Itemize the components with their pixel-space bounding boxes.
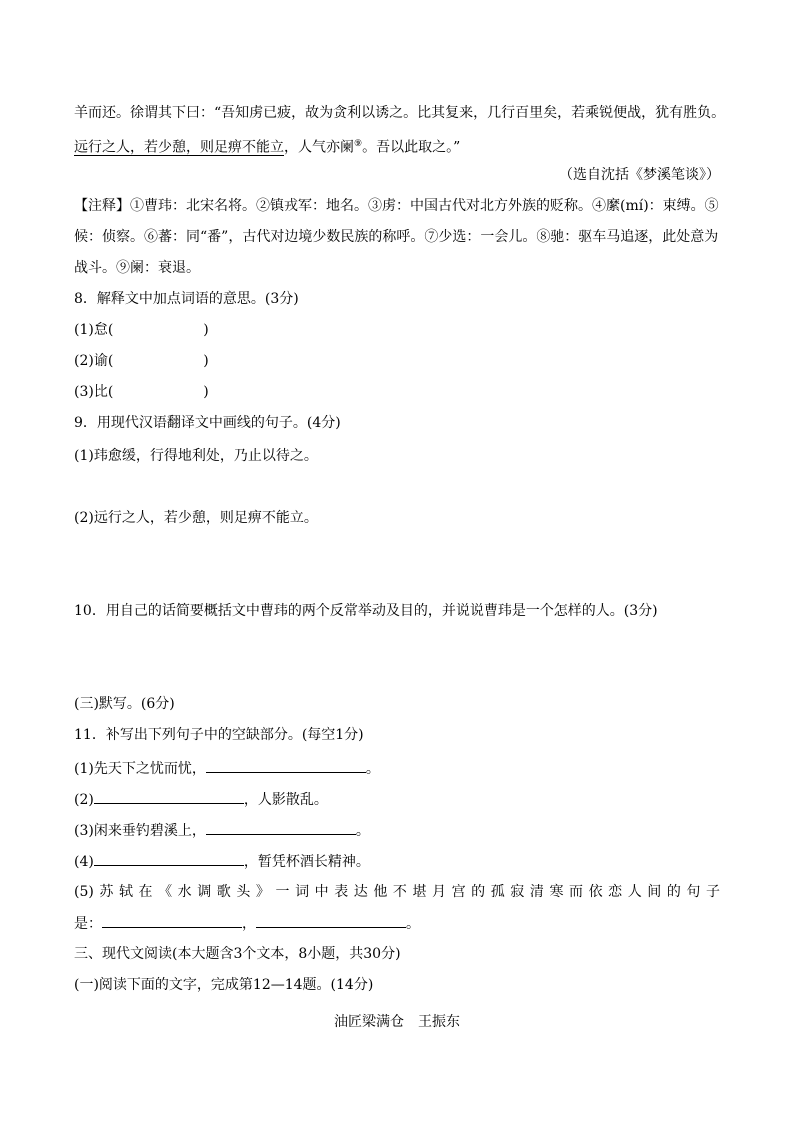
passage-line-2-end: 。吾以此取之。” (362, 139, 461, 156)
q9-sentence-2: (2)远行之人，若少憩，则足痹不能立。 (74, 510, 318, 526)
part-3-subtitle: (一)阅读下面的文字，完成第12—14题。(14分) (74, 977, 374, 993)
passage-line-2 (74, 134, 460, 158)
passage-line-2-rest: ，人气亦阑 (284, 139, 354, 156)
q11-blank-5[interactable] (102, 913, 242, 928)
section-3-title: (三)默写。(6分) (74, 696, 175, 712)
footnote-mark: ⑨ (354, 139, 363, 149)
q11-item-4 (74, 851, 370, 872)
q11-blank-3[interactable] (206, 820, 356, 835)
q8-item-1-label: (1)怠( (74, 322, 114, 338)
q8-item-3-close: ) (203, 384, 209, 400)
q8-title: 8．解释文中加点词语的意思。(3分) (74, 291, 299, 307)
q11-item-5-pre: 是： (74, 916, 102, 932)
q11-item-5-line-2 (74, 913, 420, 934)
q11-blank-2[interactable] (94, 789, 244, 804)
q11-item-1-pre: (1)先天下之忧而忧， (74, 761, 206, 777)
q11-title: 11．补写出下列句子中的空缺部分。(每空1分) (74, 727, 364, 743)
q11-blank-6[interactable] (256, 913, 406, 928)
q11-item-3-pre: (3)闲来垂钓碧溪上， (74, 823, 206, 839)
passage-source: （选自沈括《梦溪笔谈》） (559, 167, 720, 183)
q8-item-1-close: ) (203, 322, 209, 338)
q11-blank-4[interactable] (94, 851, 244, 866)
part-3-title: 三、现代文阅读(本大题含3个文本，8小题，共30分) (74, 946, 401, 962)
passage-line-1: 羊而还。徐谓其下曰：“吾知虏已疲，故为贪利以诱之。比其复来，几行百里矣，若乘锐便战，犹有胜负。 (74, 105, 726, 121)
q11-item-4-pre: (4) (74, 854, 94, 870)
q11-item-4-post: ，暂凭杯酒长精神。 (243, 854, 370, 870)
q11-item-1-post: 。 (365, 761, 380, 777)
q11-item-2-post: ，人影散乱。 (243, 792, 328, 808)
q11-item-3-post: 。 (355, 823, 370, 839)
q8-item-2-label: (2)谕( (74, 353, 114, 369)
q11-item-3 (74, 820, 370, 841)
q11-item-2-pre: (2) (74, 792, 94, 808)
q11-item-5-mid: ， (242, 916, 256, 932)
q8-item-3 (74, 382, 209, 402)
notes-line-1: 【注释】①曹玮：北宋名将。②镇戎军：地名。③虏：中国古代对北方外族的贬称。④縻(mí)：束缚。⑤ (74, 198, 719, 214)
q11-item-2 (74, 789, 328, 810)
q9-title: 9．用现代汉语翻译文中画线的句子。(4分) (74, 415, 341, 431)
q8-item-1 (74, 320, 209, 340)
q8-item-2 (74, 351, 209, 371)
q11-item-5-line-1: (5)苏轼在《水调歌头》一词中表达他不堪月宫的孤寂清寒而依恋人间的句子 (74, 884, 720, 900)
q11-item-5-post: 。 (406, 916, 420, 932)
q10-title: 10．用自己的话简要概括文中曹玮的两个反常举动及目的，并说说曹玮是一个怎样的人。(3分) (74, 603, 658, 619)
article-title: 油匠梁满仓 王振东 (334, 1014, 460, 1030)
q11-blank-1[interactable] (206, 758, 366, 773)
notes-line-3: 战斗。⑨阑：衰退。 (74, 260, 200, 276)
q9-sentence-1: (1)玮愈缓，行得地利处，乃止以待之。 (74, 448, 318, 464)
q8-item-3-label: (3)比( (74, 384, 114, 400)
q8-item-2-close: ) (203, 353, 209, 369)
notes-line-2: 候：侦察。⑥蕃：同“番”，古代对边境少数民族的称呼。⑦少选：一会儿。⑧驰：驱车马追逐，此处意为 (74, 229, 719, 245)
q11-item-1 (74, 758, 380, 779)
underlined-sentence: 远行之人，若少憩，则足痹不能立 (74, 139, 284, 156)
